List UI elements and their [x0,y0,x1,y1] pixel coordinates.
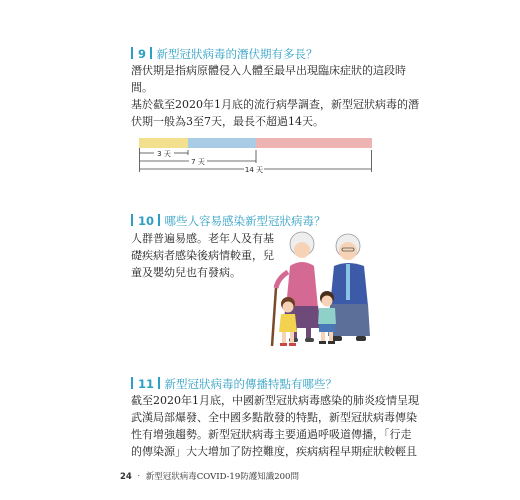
question-10-heading [131,213,326,229]
label-3-days: 3 天 [157,150,171,158]
answer-9 [131,62,419,130]
question-number: 11 [138,377,155,391]
heading-bar [131,377,133,389]
label-14-days: 14 天 [244,166,264,174]
text-line: 武漢局部爆發、全中國多點散發的特點，新型冠狀病毒傳染 [131,411,417,424]
text-line: 伏期一般為3至7天，最長不超過14天。 [131,115,324,128]
answer-10 [131,230,274,281]
question-9-heading [131,46,318,62]
text-line: 的傳染源」大大增加了防控難度，疾病病程早期症狀較輕且 [131,445,417,458]
text-line: 間。 [131,81,153,94]
timeline-brackets [139,138,372,178]
answer-11 [131,392,419,460]
question-number: 9 [138,47,147,61]
text-line: 童及嬰幼兒也有發病。 [131,266,241,279]
text-line: 截至2020年1月底，中國新型冠狀病毒感染的肺炎疫情呈現 [131,394,419,407]
label-7-days: 7 天 [191,158,205,166]
question-title: 哪些人容易感染新型冠狀病毒？ [164,214,326,228]
page-number: 24 [120,472,132,482]
question-title: 新型冠狀病毒的傳播特點有哪些？ [164,377,338,391]
family-illustration [266,228,381,353]
heading-bar [131,47,133,59]
heading-bar [131,214,133,226]
page-footer [120,470,299,482]
text-line: 性有增強趨勢。新型冠狀病毒主要通過呼吸道傳播，「行走 [131,428,412,441]
boy-figure [318,291,336,344]
heading-divider [158,214,160,226]
incubation-timeline [139,138,372,178]
heading-divider [150,47,152,59]
text-line: 礎疾病者感染後病情較重，兒 [131,249,274,262]
question-11-heading [131,376,337,392]
text-line: 潛伏期是指病原體侵入人體至最早出現臨床症狀的這段時 [131,64,406,77]
text-line: 基於截至2020年1月底的流行病學調查，新型冠狀病毒的潛 [131,98,419,111]
question-title: 新型冠狀病毒的潛伏期有多長？ [156,47,318,61]
book-title: 新型冠狀病毒COVID-19防護知識200問 [145,472,299,482]
footer-separator: ‧ [134,472,144,482]
heading-divider [158,377,160,389]
question-number: 10 [138,214,155,228]
text-line: 人群普遍易感。老年人及有基 [131,232,274,245]
